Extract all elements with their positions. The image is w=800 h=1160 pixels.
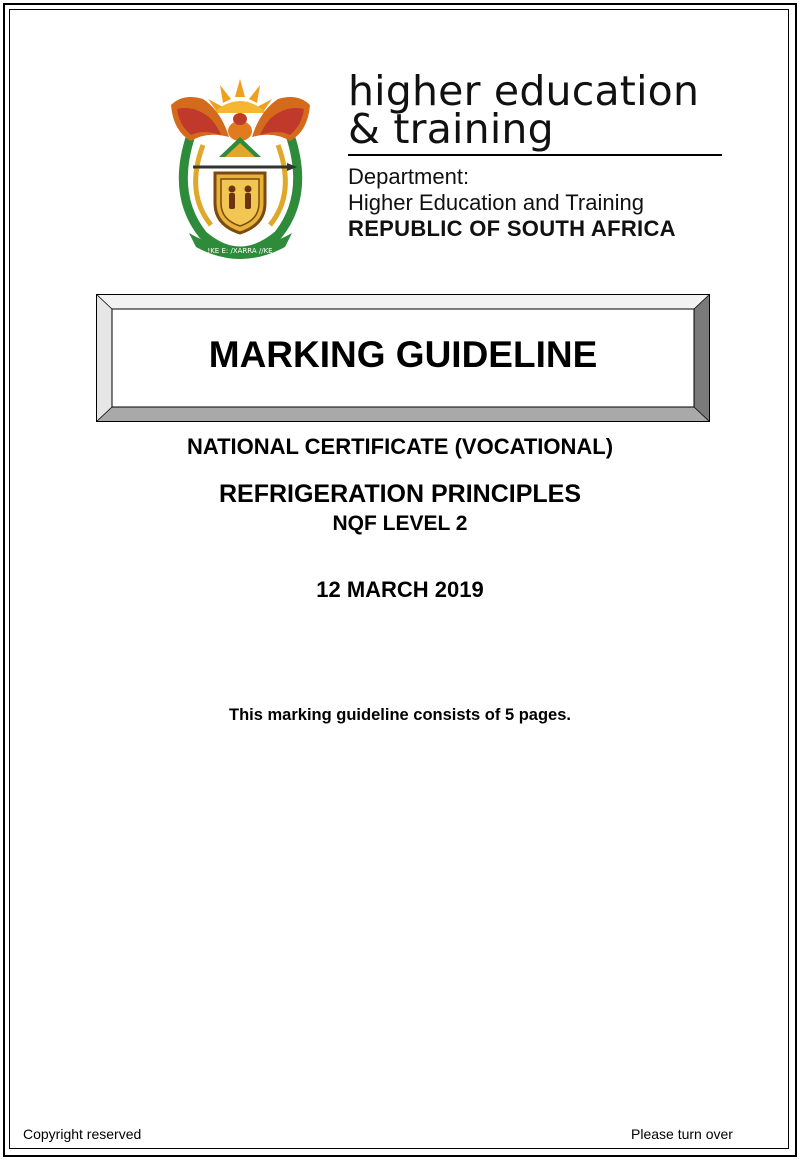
subject-heading: REFRIGERATION PRINCIPLES	[218, 480, 582, 508]
crest-motto: !KE E: /XARRA //KE	[207, 247, 273, 255]
country-name: REPUBLIC OF SOUTH AFRICA	[348, 216, 676, 241]
page-count-note: This marking guideline consists of 5 pages.	[229, 706, 571, 724]
copyright-footer: Copyright reserved	[23, 1126, 142, 1142]
level-heading: NQF LEVEL 2	[332, 512, 468, 535]
department-heading	[348, 67, 728, 242]
document-title: MARKING GUIDELINE	[208, 334, 598, 375]
brand-line-2: & training	[348, 105, 554, 153]
brand-line-1: higher education	[348, 67, 700, 115]
coat-of-arms-icon	[163, 75, 318, 260]
certificate-heading: NATIONAL CERTIFICATE (VOCATIONAL)	[186, 434, 614, 459]
exam-date: 12 MARCH 2019	[316, 577, 484, 602]
department-label: Department:	[348, 164, 470, 189]
department-name: Higher Education and Training	[348, 190, 644, 215]
turn-over-footer: Please turn over	[631, 1126, 733, 1142]
brand-divider	[348, 154, 722, 156]
